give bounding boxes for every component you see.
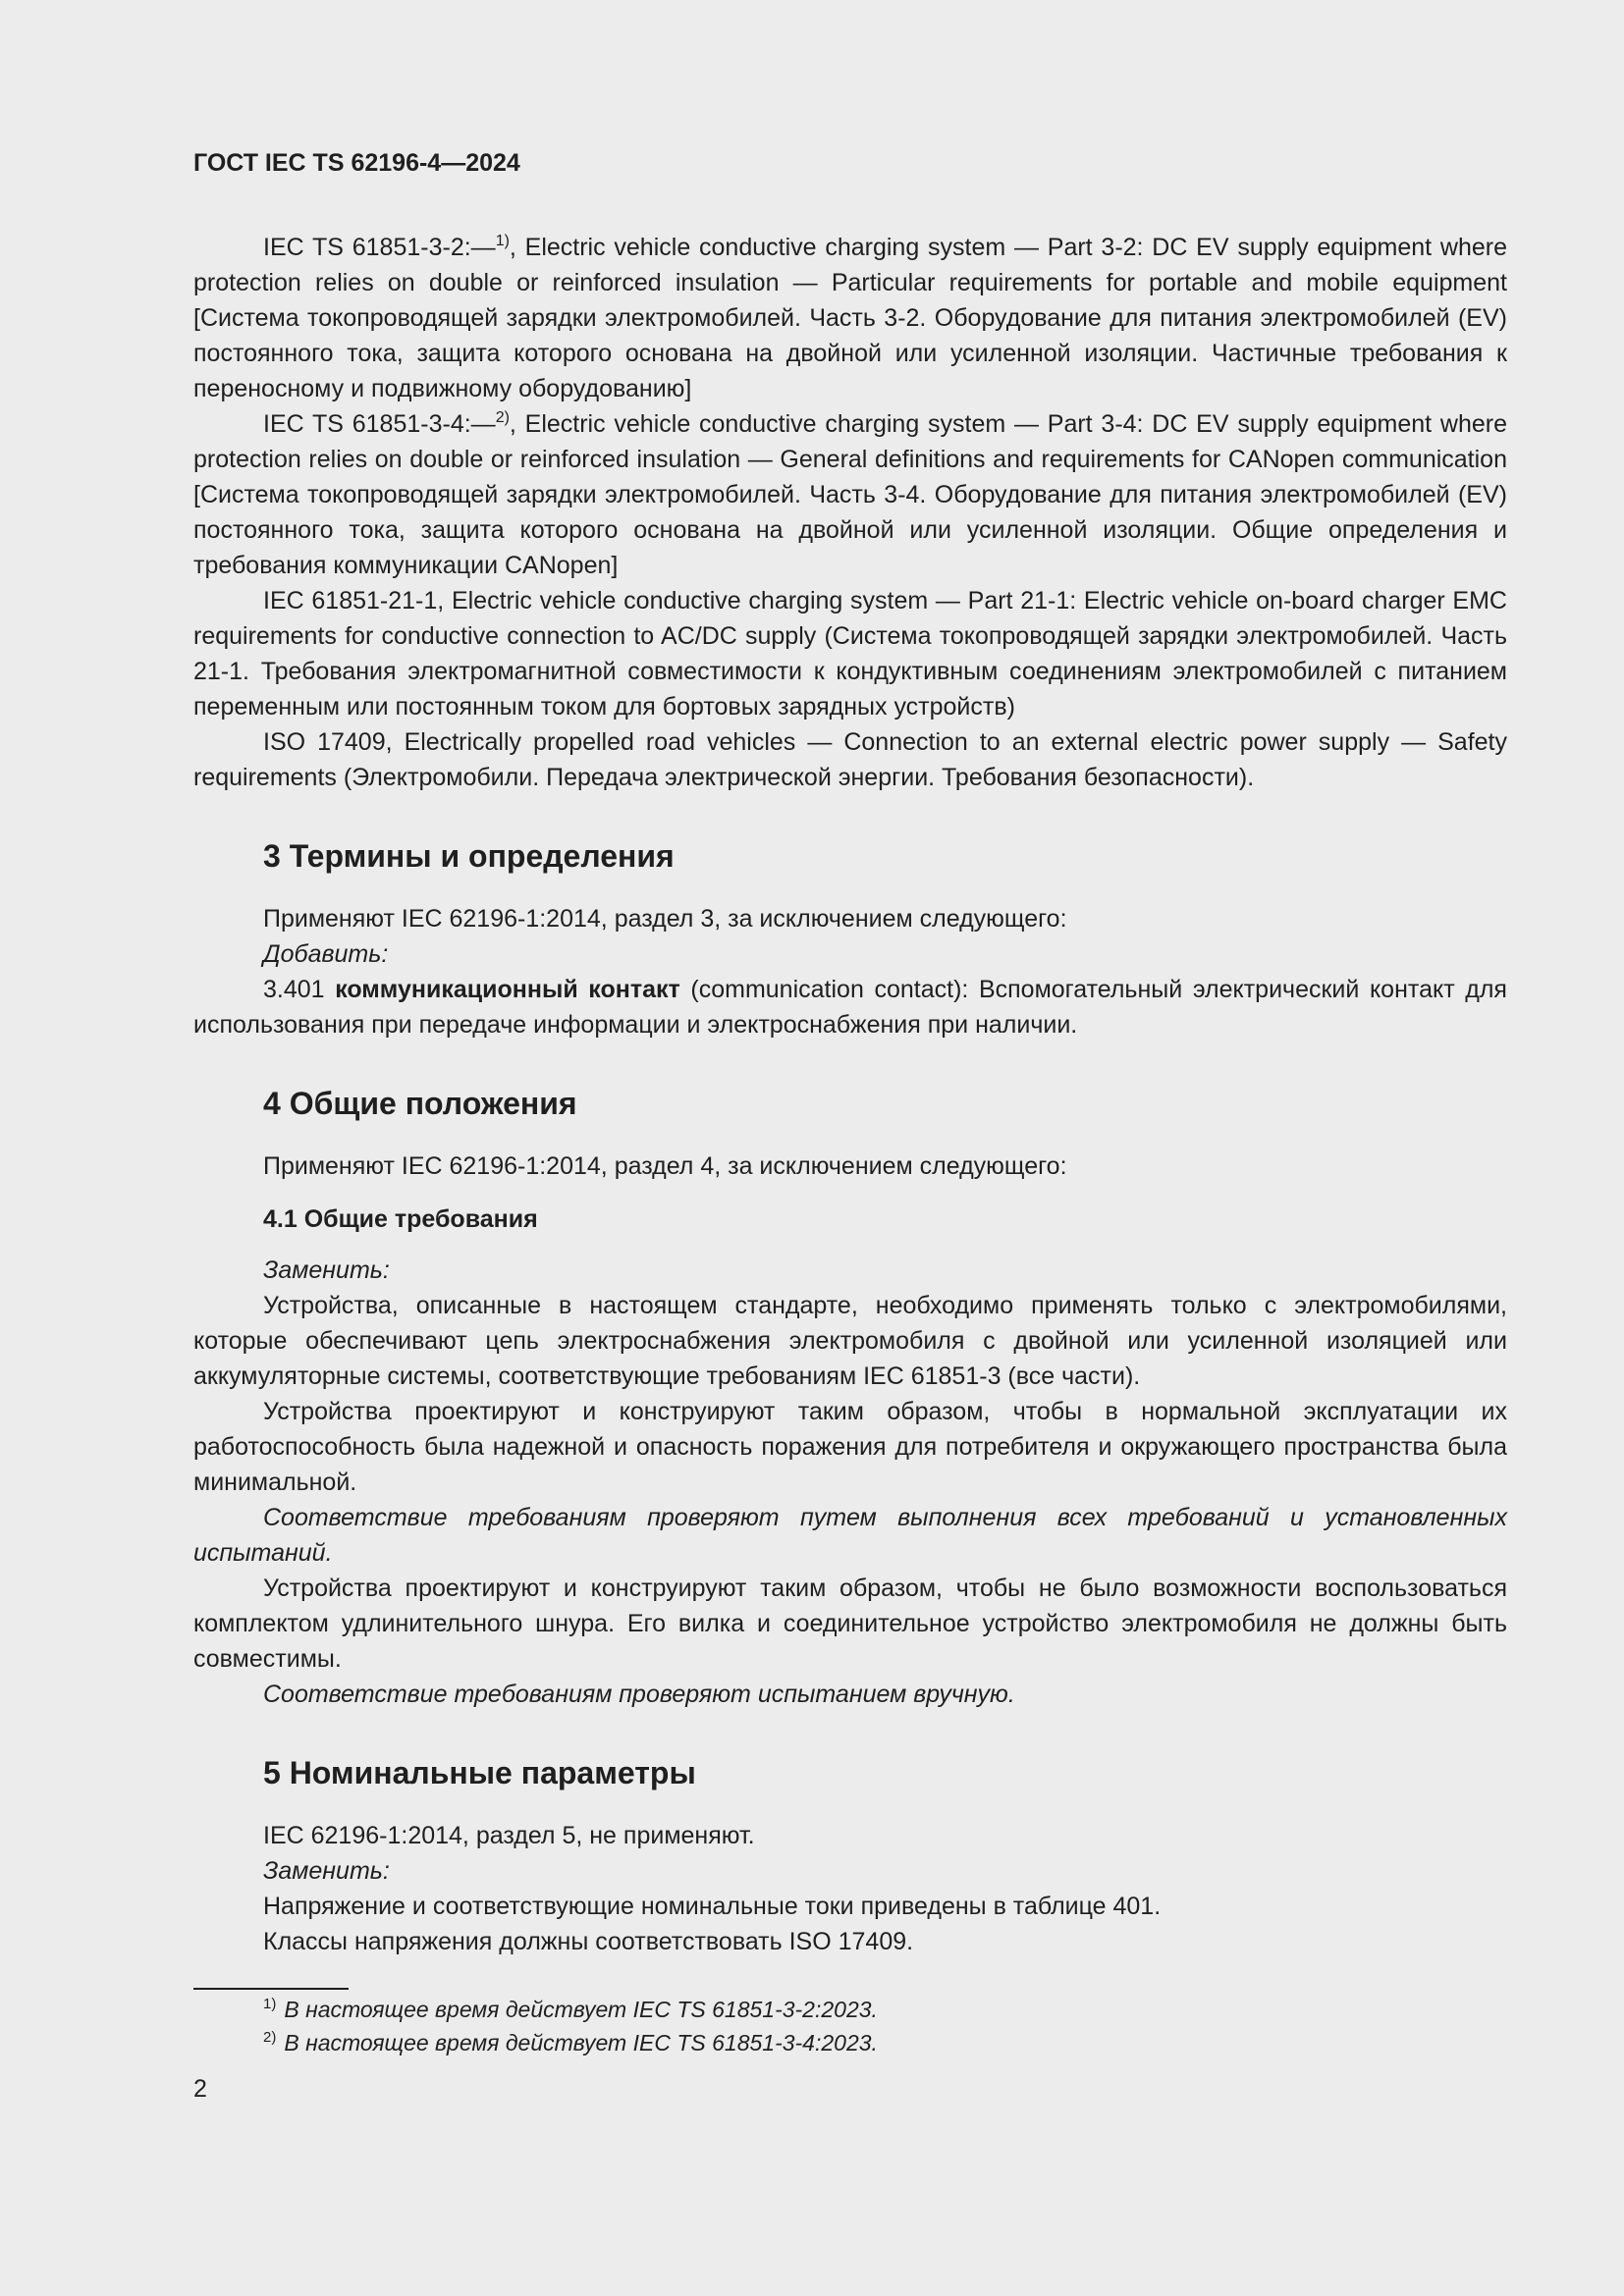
section-4-heading: 4 Общие положения [263, 1086, 577, 1121]
section-3-intro: Применяют IEC 62196-1:2014, раздел 3, за исключением следующего: [263, 905, 1067, 933]
reference-entry: IEC 61851-21-1, Electric vehicle conductive charging system — Part 21-1: Electric vehicle on-board charger EMC requirements for conductive connection to AC/DC supply (Система токопроводящей зарядки электромобилей. Часть 21-1. Требования электромагнитной совместимости к кондуктивным соединениям электромобилей с питанием переменным или постоянным током для бортовых зарядных устройств) [193, 587, 1507, 721]
replace-label: Заменить: [263, 1256, 390, 1284]
body-paragraph: Напряжение и соответствующие номинальные токи приведены в таблице 401. [263, 1893, 1162, 1920]
footnote [263, 1993, 1441, 2026]
reference-entry: ISO 17409, Electrically propelled road vehicles — Connection to an external electric power supply — Safety requirements (Электромобили. Передача электрической энергии. Требования безопасности). [193, 728, 1507, 791]
subsection-4-1-heading: 4.1 Общие требования [263, 1205, 538, 1233]
section-5-heading: 5 Номинальные параметры [263, 1755, 696, 1790]
footnote [263, 2026, 1441, 2059]
body-paragraph: Устройства проектируют и конструируют таким образом, чтобы не было возможности воспользоваться комплектом удлинительного шнура. Его вилка и соединительное устройство электромобиля не должны быть совместимы. [193, 1575, 1507, 1673]
footnote-mark: 1) [263, 1996, 277, 2012]
section-5-intro: IEC 62196-1:2014, раздел 5, не применяют. [263, 1822, 755, 1849]
body-paragraph: Устройства проектируют и конструируют таким образом, чтобы в нормальной эксплуатации их работоспособность была надежной и опасность поражения для потребителя и окружающего пространства была минимальной. [193, 1398, 1507, 1496]
body-paragraph: Устройства, описанные в настоящем стандарте, необходимо применять только с электромобилями, которые обеспечивают цепь электроснабжения электромобиля с двойной или усиленной изоляцией или аккумуляторные системы, соответствующие требованиям IEC 61851-3 (все части). [193, 1292, 1507, 1390]
footnote-ref[interactable]: 1) [495, 233, 510, 249]
footnote-text: В настоящее время действует IEC TS 61851-3-4:2023. [284, 2030, 878, 2056]
term-definition [193, 972, 1507, 1042]
replace-label: Заменить: [263, 1857, 390, 1885]
term-name: коммуникационный контакт [335, 976, 680, 1003]
reference-lead: IEC TS 61851-3-2:— [263, 234, 496, 261]
footnote-separator [193, 1988, 349, 1990]
add-label: Добавить: [263, 940, 389, 968]
footnotes [263, 1993, 1441, 2059]
term-description: (communication contact): Вспомогательный электрический контакт для использования при передаче информации и электроснабжения при наличии. [193, 976, 1507, 1039]
section-3-heading: 3 Термины и определения [263, 838, 675, 874]
footnote-mark: 2) [263, 2029, 277, 2046]
reference-entry [193, 406, 1507, 583]
reference-text: , Electric vehicle conductive charging system — Part 3-2: DC EV supply equipment where protection relies on double or reinforced insulation — Particular requirements for portable and mobile equipment [Система токопроводящей зарядки электромобилей. Часть 3-2. Оборудование для питания электромобилей (EV) постоянного тока, защита которого основана на двойной или усиленной изоляции. Частичные требования к переносному и подвижному оборудованию] [193, 234, 1508, 402]
compliance-note: Соответствие требованиям проверяют путем выполнения всех требований и установленных испытаний. [193, 1504, 1507, 1567]
page-content [193, 145, 1507, 1959]
term-number: 3.401 [263, 976, 336, 1003]
footnote-text: В настоящее время действует IEC TS 61851-3-2:2023. [284, 1997, 878, 2022]
section-4-intro: Применяют IEC 62196-1:2014, раздел 4, за исключением следующего: [263, 1152, 1067, 1180]
reference-entry [193, 230, 1507, 406]
footnote-ref[interactable]: 2) [495, 409, 510, 426]
reference-lead: IEC TS 61851-3-4:— [263, 410, 496, 438]
page-number: 2 [193, 2075, 207, 2103]
document-code-header: ГОСТ IEC TS 62196-4—2024 [193, 149, 520, 177]
compliance-note: Соответствие требованиям проверяют испытанием вручную. [263, 1681, 1015, 1708]
reference-text: , Electric vehicle conductive charging system — Part 3-4: DC EV supply equipment where protection relies on double or reinforced insulation — General definitions and requirements for CANopen communication [Система токопроводящей зарядки электромобилей. Часть 3-4. Оборудование для питания электромобилей (EV) постоянного тока, защита которого основана на двойной или усиленной изоляции. Общие определения и требования коммуникации CANopen] [193, 410, 1508, 579]
body-paragraph: Классы напряжения должны соответствовать ISO 17409. [263, 1928, 914, 1955]
